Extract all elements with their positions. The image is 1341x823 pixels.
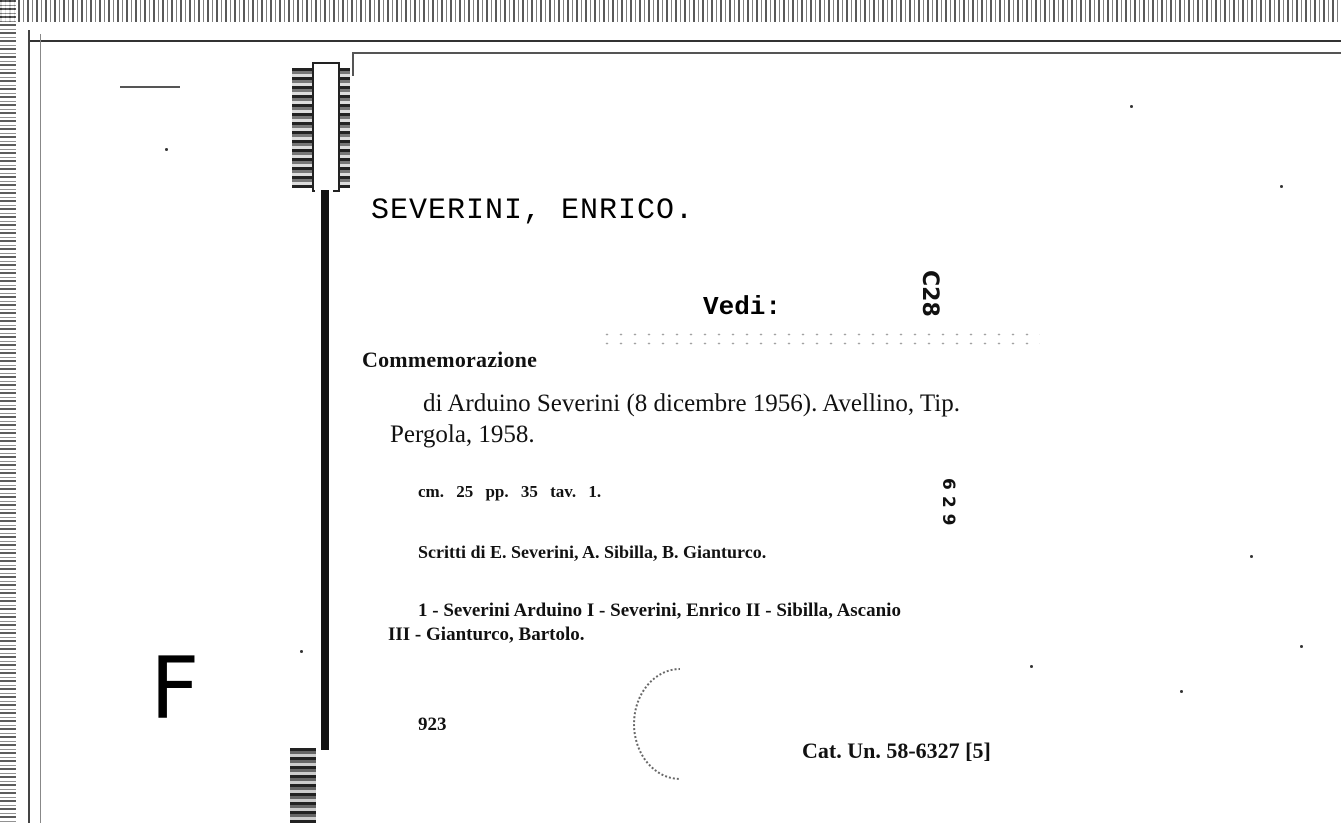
- tracings-line-2: III - Gianturco, Bartolo.: [388, 624, 585, 645]
- speck: [1130, 105, 1133, 108]
- see-ref-code: C28: [917, 270, 942, 317]
- punch-hole: [633, 668, 727, 780]
- scan-noise-left: [0, 0, 16, 823]
- card-corner: [352, 52, 354, 76]
- card-top-edge: [352, 52, 1341, 54]
- scan-speckle: [600, 330, 1040, 350]
- collation: cm. 25 pp. 35 tav. 1.: [418, 482, 602, 501]
- speck: [165, 148, 168, 151]
- card-left-edge: [315, 190, 333, 750]
- title-line-1: di Arduino Severini (8 dicembre 1956). Avellino, Tip.: [423, 390, 960, 417]
- divider-tab-window: [312, 62, 340, 192]
- frame-line-left-inner: [40, 34, 41, 823]
- index-letter: F: [150, 639, 200, 739]
- speck: [1300, 645, 1303, 648]
- title-word: Commemorazione: [362, 347, 538, 372]
- catalog-number: Cat. Un. 58-6327 [5]: [802, 738, 991, 763]
- speck: [1280, 185, 1283, 188]
- contents-note: Scritti di E. Severini, A. Sibilla, B. Gianturco.: [418, 542, 767, 562]
- card-number: 923: [418, 714, 447, 735]
- see-label: Vedi:: [703, 292, 782, 322]
- speck: [1180, 690, 1183, 693]
- shelf-mark: 629: [938, 478, 958, 532]
- title-line-2: Pergola, 1958.: [390, 421, 535, 448]
- speck: [1250, 555, 1253, 558]
- tracings-line-1: 1 - Severini Arduino I - Severini, Enrico II - Sibilla, Ascanio: [418, 600, 901, 621]
- frame-line-top: [30, 40, 1341, 42]
- dash-mark: [120, 86, 180, 88]
- scan-noise-top: [0, 0, 1341, 22]
- divider-tab-lower: [290, 748, 316, 823]
- speck: [300, 650, 303, 653]
- speck: [1030, 665, 1033, 668]
- frame-line-left: [28, 30, 30, 823]
- card-heading: SEVERINI, ENRICO.: [371, 194, 695, 228]
